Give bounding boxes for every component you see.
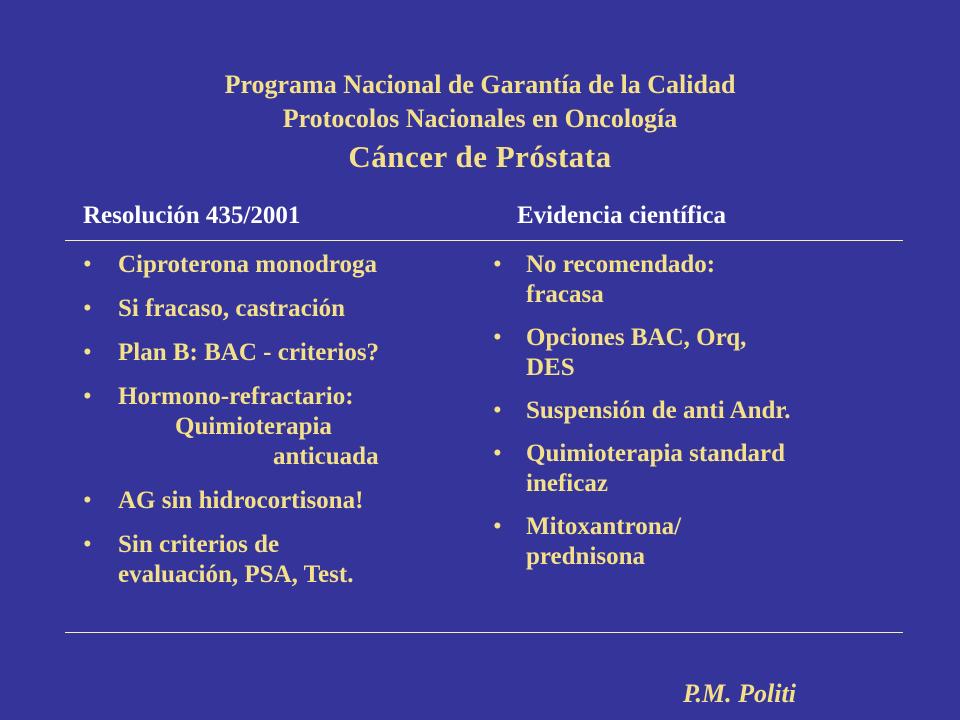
list-item (83, 338, 463, 368)
bullet-icon: • (493, 397, 502, 424)
left-bullet-list (83, 250, 463, 604)
list-item-text: Si fracaso, castración (118, 295, 346, 322)
list-item-text: DES (526, 354, 575, 381)
author-signature: P.M. Politi (683, 679, 796, 708)
title-line-protocols: Protocolos Nacionales en Oncología (282, 104, 678, 133)
bullet-icon: • (83, 487, 92, 514)
list-item (83, 250, 463, 280)
bullet-icon: • (83, 383, 92, 410)
list-item-text: ineficaz (526, 470, 608, 497)
title-line-program: Programa Nacional de Garantía de la Calidad (224, 70, 736, 99)
list-item-text: prednisona (526, 543, 646, 570)
list-item-text: fracasa (526, 281, 604, 308)
bullet-icon: • (83, 531, 92, 558)
list-item (493, 439, 883, 499)
right-bullet-list (493, 250, 883, 585)
list-item (493, 323, 883, 383)
list-item-text: Quimioterapia standard (526, 440, 786, 467)
bullet-icon: • (493, 324, 502, 351)
list-item-text: evaluación, PSA, Test. (118, 561, 354, 588)
left-column-header: Resolución 435/2001 (83, 202, 301, 229)
bullet-icon: • (83, 251, 92, 278)
list-item (493, 396, 883, 426)
list-item-text: AG sin hidrocortisona! (118, 487, 364, 514)
list-item-text: Quimioterapia (175, 413, 332, 440)
list-item-text: Ciproterona monodroga (118, 251, 378, 278)
list-item-text: Plan B: BAC - criterios? (118, 339, 380, 366)
list-item-text: Hormono-refractario: (118, 383, 354, 410)
list-item-text: Sin criterios de (118, 531, 280, 558)
list-item-text: Suspensión de anti Andr. (526, 397, 791, 424)
list-item-text: Opciones BAC, Orq, (526, 324, 747, 351)
list-item (493, 250, 883, 310)
slide-title (0, 68, 960, 178)
list-item (83, 382, 463, 472)
title-main-topic: Cáncer de Próstata (348, 139, 612, 174)
bullet-icon: • (493, 513, 502, 540)
top-divider (65, 240, 903, 241)
bullet-icon: • (83, 339, 92, 366)
list-item (83, 294, 463, 324)
list-item-text: No recomendado: (526, 251, 716, 278)
right-column-header: Evidencia científica (517, 202, 726, 229)
list-item (83, 530, 463, 590)
list-item (83, 486, 463, 516)
list-item-text: Mitoxantrona/ (526, 513, 682, 540)
list-item (493, 512, 883, 572)
bullet-icon: • (493, 251, 502, 278)
list-item-text: anticuada (273, 443, 379, 470)
bottom-divider (65, 632, 903, 633)
bullet-icon: • (493, 440, 502, 467)
bullet-icon: • (83, 295, 92, 322)
